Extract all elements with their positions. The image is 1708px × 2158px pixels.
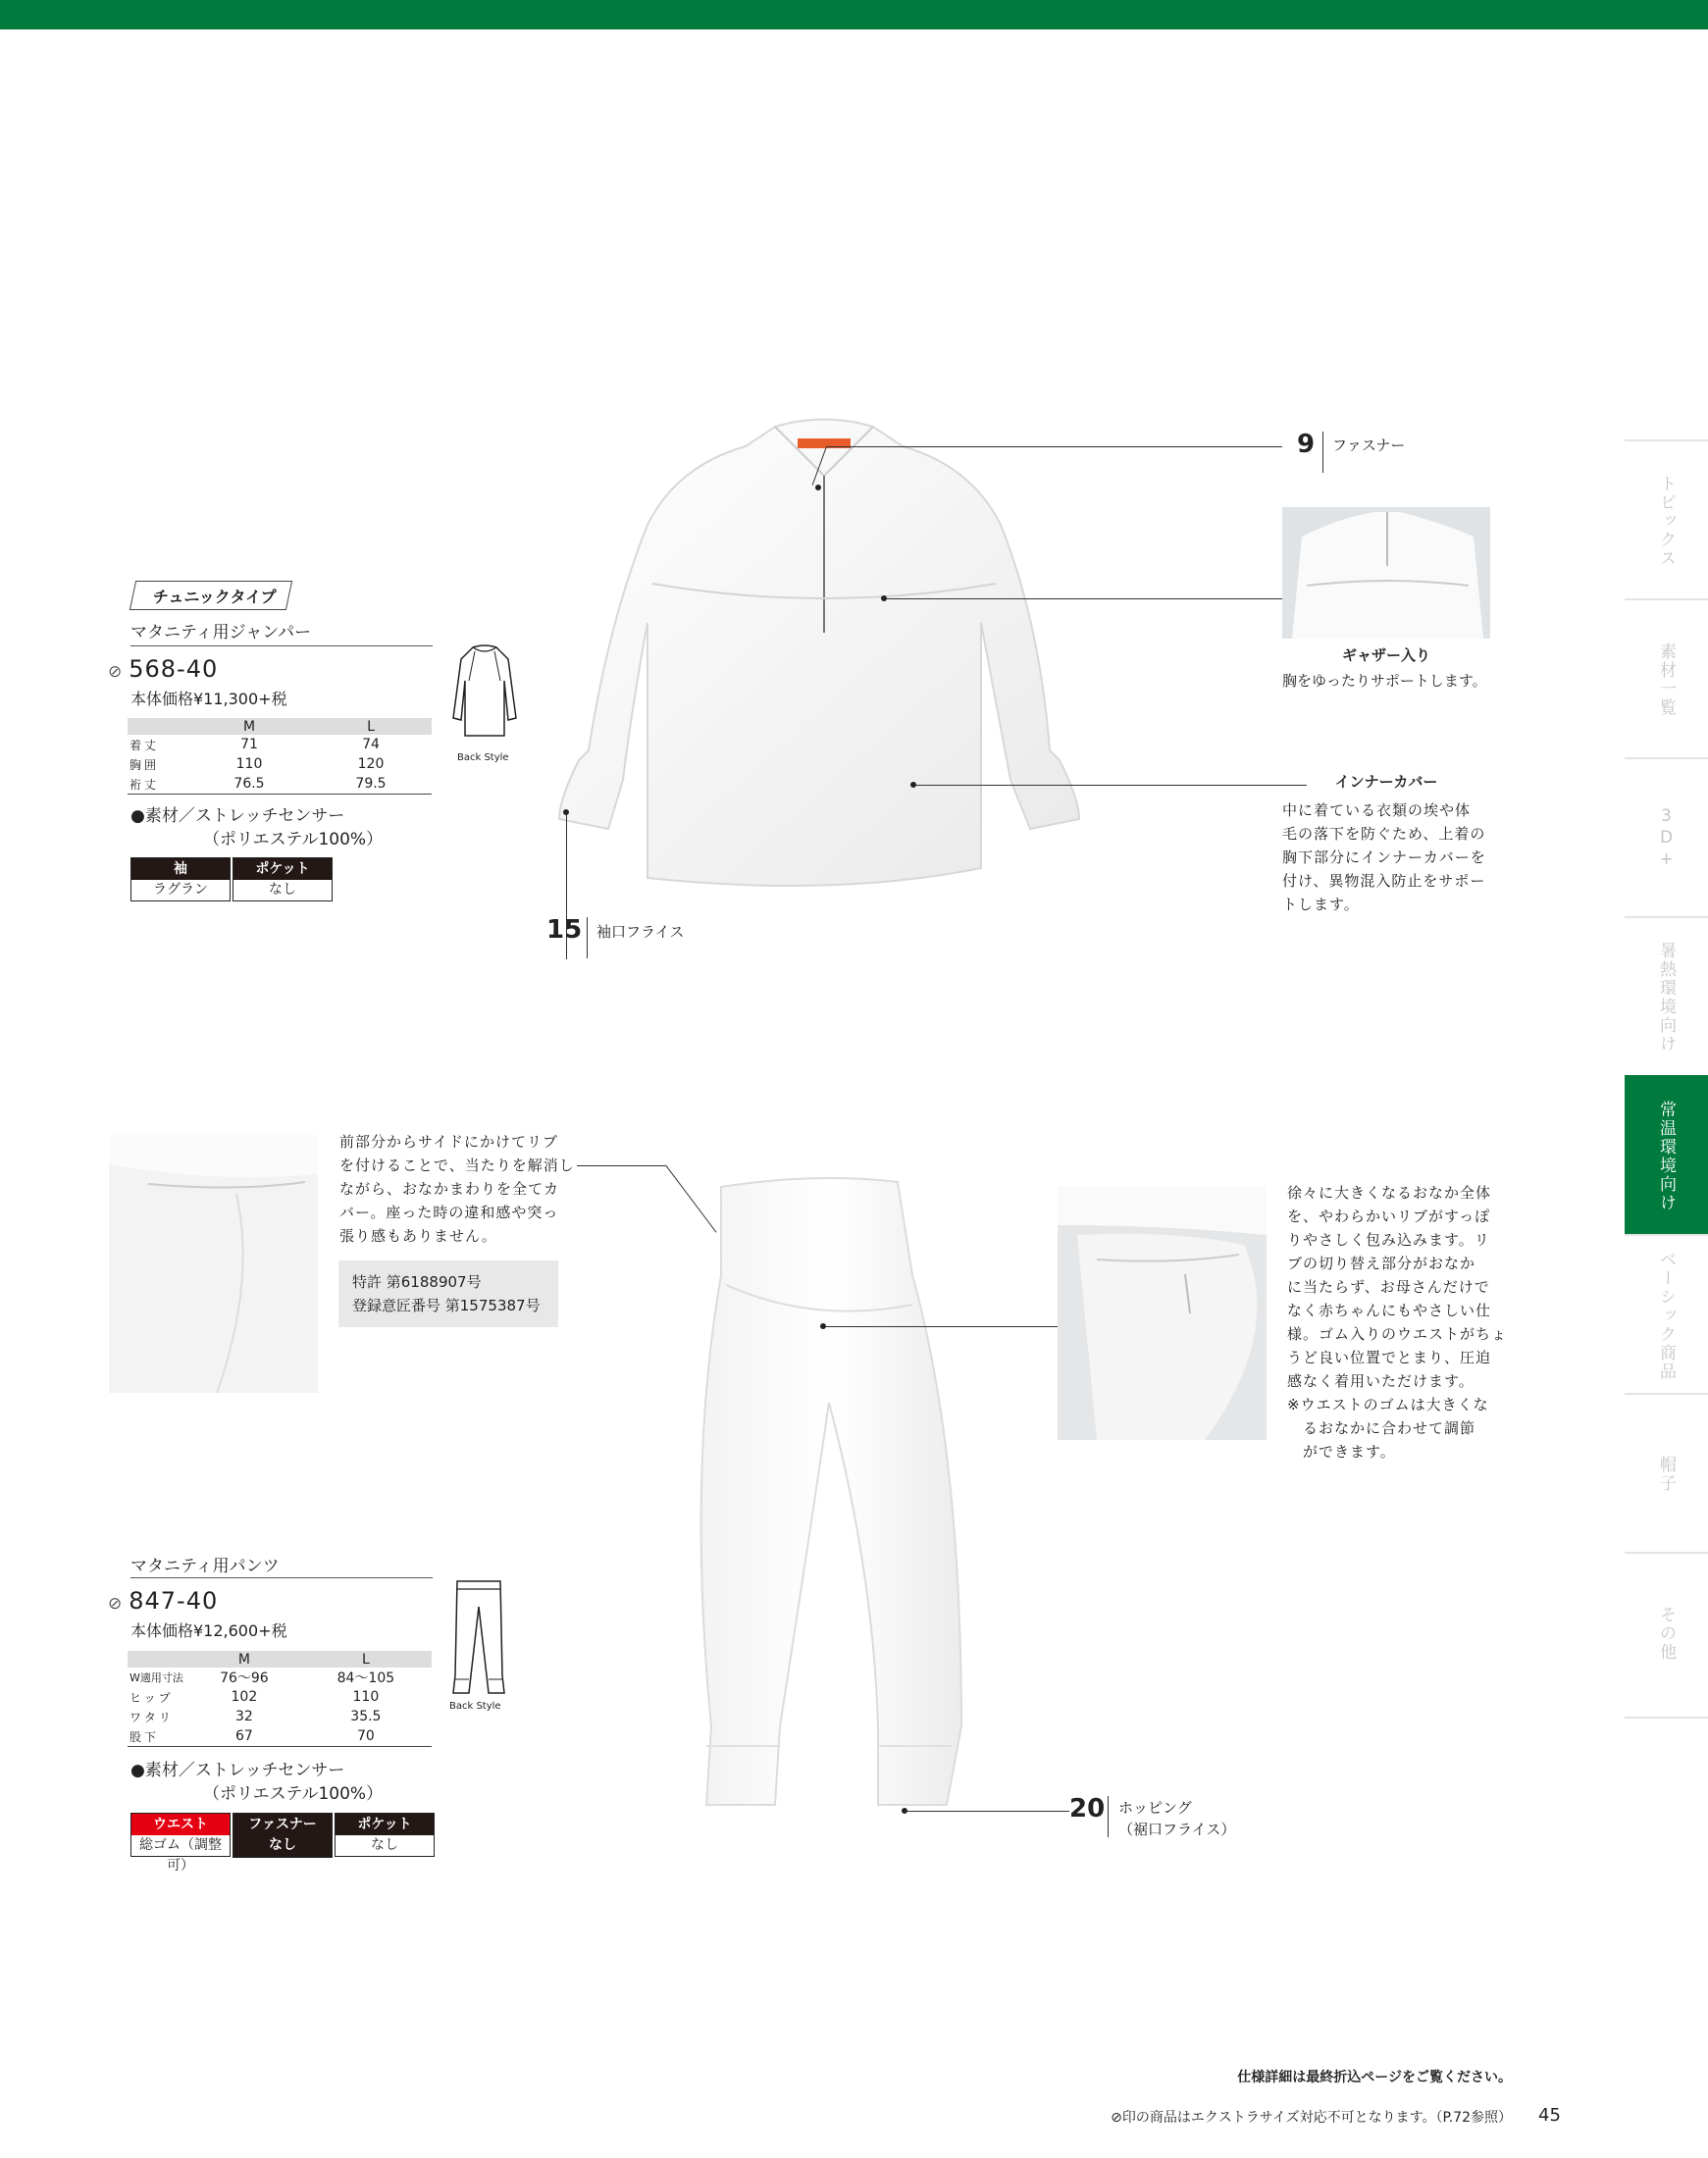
spec-value: 総ゴム（調整可） xyxy=(131,1835,230,1856)
cell: 67 xyxy=(188,1726,300,1747)
nav-bottom-rule xyxy=(1625,1717,1708,1719)
cell: 84〜105 xyxy=(336,1670,395,1686)
divider xyxy=(130,1577,433,1578)
size-header: L xyxy=(310,718,432,735)
callout-separator xyxy=(1108,1796,1109,1837)
desc-line: ブの切り替え部分がおなか xyxy=(1287,1255,1476,1272)
spec-pocket xyxy=(233,857,333,901)
desc-line: ながら、おなかまわりを全てカ xyxy=(339,1180,560,1198)
nav-label: 帽子 xyxy=(1656,1456,1676,1493)
callout-label: 袖口フライス xyxy=(596,923,685,941)
rib-detail-photo xyxy=(109,1135,318,1393)
cell: 76.5 xyxy=(188,774,310,795)
top-green-bar xyxy=(0,0,1708,29)
back-style-label: Back Style xyxy=(449,1701,501,1712)
callout-line xyxy=(826,446,1282,447)
spec-sleeve xyxy=(130,857,231,901)
desc-line: トします。 xyxy=(1282,896,1360,913)
desc-line: 中に着ている衣類の埃や体 xyxy=(1282,801,1472,819)
desc-line: バー。座った時の違和感や突っ xyxy=(339,1204,559,1221)
cell: 110 xyxy=(352,1689,380,1705)
nav-label: 3D+ xyxy=(1656,806,1677,871)
spec-value: なし xyxy=(233,880,332,900)
nav-label: 素材一覧 xyxy=(1656,642,1676,717)
desc-line: 胸下部分にインナーカバーを xyxy=(1282,848,1486,866)
pants-name: マタニティ用パンツ xyxy=(130,1557,280,1576)
cell: 74 xyxy=(362,737,380,752)
note-line: ※ウエストのゴムは大きくな xyxy=(1287,1396,1489,1413)
nav-label: その他 xyxy=(1656,1605,1676,1662)
nav-label: 暑熱環境向け xyxy=(1656,942,1676,1053)
desc-line: りやさしく包み込みます。リ xyxy=(1287,1231,1490,1249)
pants-size-table xyxy=(128,1651,432,1747)
callout-number: 9 xyxy=(1297,430,1316,459)
desc-line: 様。ゴム入りのウエストがちょ xyxy=(1287,1325,1508,1343)
row-label: 股下 xyxy=(128,1726,188,1747)
desc-line: うど良い位置でとまり、圧迫 xyxy=(1287,1349,1492,1366)
desc-line: 徐々に大きくなるおなか全体 xyxy=(1287,1184,1492,1202)
desc-line: なく赤ちゃんにもやさしい仕 xyxy=(1287,1302,1492,1319)
no-extra-size-icon: ⊘ xyxy=(108,1594,124,1614)
nav-item-topics[interactable] xyxy=(1625,439,1708,600)
nav-item-basic[interactable] xyxy=(1625,1234,1708,1395)
back-style-label: Back Style xyxy=(457,752,509,763)
desc-line: 感なく着用いただけます。 xyxy=(1287,1372,1475,1390)
row-label: 着丈 xyxy=(129,738,160,752)
pants-material xyxy=(130,1759,383,1806)
jumper-back-sketch xyxy=(445,642,524,753)
material-line: ●素材／ストレッチセンサー xyxy=(130,806,345,826)
nav-item-3d[interactable] xyxy=(1625,757,1708,918)
cell: 79.5 xyxy=(310,774,432,795)
desc-line: を、やわらかいリブがすっぽ xyxy=(1287,1207,1491,1225)
nav-item-room-temp[interactable] xyxy=(1625,1075,1708,1236)
callout-dot xyxy=(910,782,916,788)
footer-note-1: 仕様詳細は最終折込ページをご覧ください。 xyxy=(1237,2070,1512,2085)
callout-dot xyxy=(815,485,821,490)
desc-line: 張り感もありません。 xyxy=(339,1227,497,1245)
cell: 71 xyxy=(240,737,258,752)
pants-code xyxy=(108,1587,218,1615)
spec-head: ポケット xyxy=(233,858,332,880)
jumper-name: マタニティ用ジャンパー xyxy=(130,623,312,642)
material-line: （ポリエステル100%） xyxy=(203,1784,384,1804)
cell: 102 xyxy=(231,1689,258,1705)
type-tag-label: チュニックタイプ xyxy=(152,588,277,606)
cell: 110 xyxy=(235,756,263,772)
code-text: 847-40 xyxy=(129,1587,219,1615)
code-text: 568-40 xyxy=(129,655,219,683)
nav-item-other[interactable] xyxy=(1625,1552,1708,1713)
callout-dot xyxy=(881,595,887,601)
nav-item-hats[interactable] xyxy=(1625,1393,1708,1554)
spec-head: ウエスト xyxy=(131,1814,230,1835)
cell: 76〜96 xyxy=(220,1670,269,1686)
row-label: W適用寸法 xyxy=(129,1671,183,1684)
nav-label: トピックス xyxy=(1656,474,1676,568)
no-extra-size-icon: ⊘ xyxy=(108,662,124,682)
spec-head: ファスナー xyxy=(233,1814,332,1836)
spec-value: なし xyxy=(233,1836,332,1857)
row-label: ヒップ xyxy=(129,1690,174,1705)
patent-line: 特許 第6188907号 xyxy=(352,1273,482,1291)
callout-line xyxy=(907,1811,1069,1812)
size-header: L xyxy=(300,1651,432,1668)
jumper-code xyxy=(108,655,218,683)
size-header: M xyxy=(188,1651,300,1668)
callout-label xyxy=(1118,1797,1235,1840)
inner-cover-desc xyxy=(1282,798,1486,916)
row-label: 胸囲 xyxy=(129,757,160,772)
pants-back-sketch xyxy=(449,1577,508,1704)
pants-price: 本体価格¥12,600+税 xyxy=(130,1621,287,1640)
spec-pocket xyxy=(335,1813,435,1857)
callout-separator xyxy=(1322,432,1323,473)
callout-dot xyxy=(820,1323,826,1329)
jumper-size-table xyxy=(128,718,432,795)
patent-box xyxy=(338,1260,558,1327)
desc-line: 前部分からサイドにかけてリブ xyxy=(339,1133,558,1151)
note-line: ができます。 xyxy=(1287,1443,1396,1461)
material-line: ●素材／ストレッチセンサー xyxy=(130,1761,345,1780)
jumper-price: 本体価格¥11,300+税 xyxy=(130,690,287,708)
desc-line: 毛の落下を防ぐため、上着の xyxy=(1282,825,1486,843)
patent-line: 登録意匠番号 第1575387号 xyxy=(352,1297,541,1314)
callout-line xyxy=(824,1326,1058,1327)
spec-value: なし xyxy=(336,1835,434,1856)
jumper-material xyxy=(130,804,383,851)
rib-desc xyxy=(339,1130,575,1248)
material-line: （ポリエステル100%） xyxy=(203,830,384,849)
nav-label: 常温環境向け xyxy=(1656,1101,1676,1212)
callout-line xyxy=(885,598,1282,599)
page-number: 45 xyxy=(1538,2105,1561,2126)
gather-heading: ギャザー入り xyxy=(1341,646,1430,664)
desc-line: 付け、異物混入防止をサポー xyxy=(1282,872,1486,890)
cell: 35.5 xyxy=(350,1709,382,1724)
belly-detail-photo xyxy=(1058,1186,1267,1440)
cell: 120 xyxy=(357,756,385,772)
callout-line xyxy=(577,1165,665,1166)
inner-cover-heading: インナーカバー xyxy=(1334,773,1438,791)
callout-number: 20 xyxy=(1069,1794,1106,1824)
nav-item-materials[interactable] xyxy=(1625,598,1708,759)
footer-note-2: ⊘印の商品はエクストラサイズ対応不可となります。（P.72参照） xyxy=(1111,2110,1512,2126)
cell: 70 xyxy=(300,1726,432,1747)
type-tag xyxy=(132,581,289,610)
row-label: 裄丈 xyxy=(128,774,188,795)
desc-line: に当たらず、お母さんだけで xyxy=(1287,1278,1490,1296)
pants-photo xyxy=(667,1177,981,1828)
label-line: （裾口フライス） xyxy=(1118,1821,1236,1838)
note-line: るおなかに合わせて調節 xyxy=(1287,1419,1476,1437)
gather-detail-photo xyxy=(1282,507,1490,639)
callout-line xyxy=(914,785,1307,786)
size-header: M xyxy=(188,718,310,735)
cell: 32 xyxy=(234,1709,253,1724)
spec-value: ラグラン xyxy=(131,880,230,900)
spec-head: ポケット xyxy=(336,1814,434,1835)
callout-separator xyxy=(587,917,588,958)
spec-waist xyxy=(130,1813,231,1874)
spec-head: 袖 xyxy=(131,858,230,880)
nav-label: ベーシック商品 xyxy=(1656,1250,1676,1381)
spec-fastener xyxy=(233,1813,333,1858)
nav-item-heat[interactable] xyxy=(1625,916,1708,1077)
jumper-photo xyxy=(549,407,1118,911)
divider xyxy=(130,645,433,646)
callout-number: 15 xyxy=(546,915,583,945)
desc-line: を付けることで、当たりを解消し xyxy=(339,1156,575,1174)
belly-desc xyxy=(1287,1181,1507,1464)
callout-label: ファスナー xyxy=(1332,437,1406,454)
gather-text: 胸をゆったりサポートします。 xyxy=(1282,672,1487,690)
row-label: ワタリ xyxy=(129,1710,174,1724)
label-line: ホッピング xyxy=(1118,1799,1192,1817)
